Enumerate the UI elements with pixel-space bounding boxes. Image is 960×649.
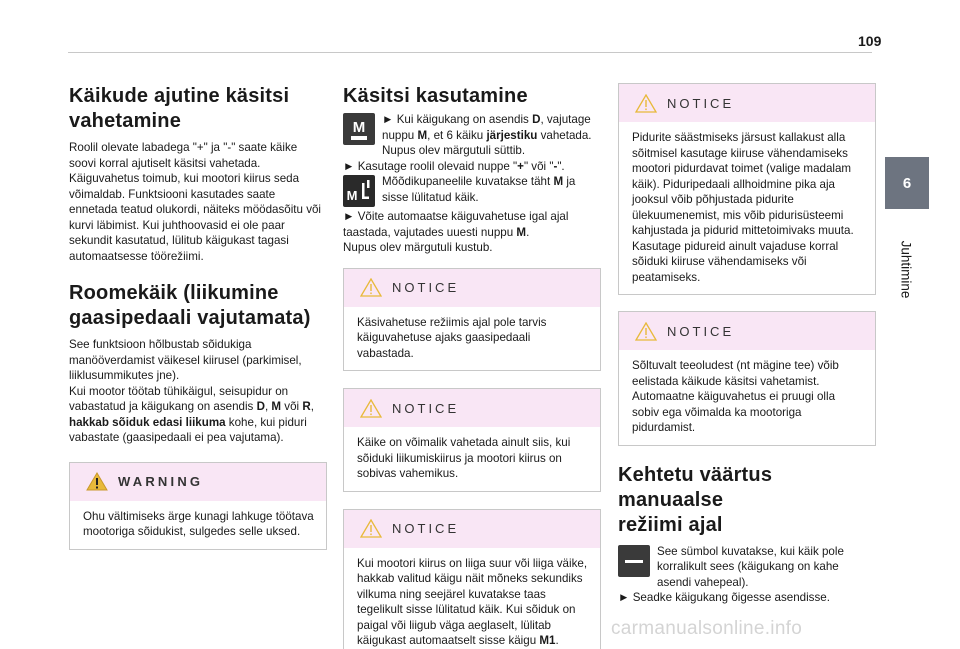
chapter-label: Juhtimine (898, 240, 914, 298)
warning-box (69, 462, 327, 550)
notice-triangle-icon (635, 322, 657, 341)
manual-step-1: M ► Kui käigukang on asendis D, vajutage nuppu M, et 6 käiku järjestiku vahetada. Nupus olev märgutuli süttib. (343, 112, 599, 159)
notice-text: Kui mootori kiirus on liiga suur või liiga väike, hakkab valitud käigu näit mõneks sekundiks vilkuma ning seejärel kuvatakse taas tegelikult sisse lülitatud käik. Kui sõiduk on paigal või liigub väga aeglaselt, lülitab käigukast automaatselt sisse käigu M1. (357, 556, 588, 647)
notice-text: Sõltuvalt teeoludest (nt mägine tee) võib eelistada käikude käsitsi vahetamist. Automaatne käiguvahetus ei pruugi olla sobiv ega võimalda ka mootoriga pidurdamist. (632, 359, 839, 434)
chapter-tab[interactable]: 6 (885, 157, 929, 209)
page-number: 109 (858, 33, 882, 49)
notice-box-4 (618, 83, 876, 295)
heading-manual-use: Käsitsi kasutamine (343, 85, 528, 107)
notice-header (619, 312, 875, 350)
warning-header (70, 463, 326, 501)
manual-step-3: M Mõõdikupaneelile kuvatakse täht M ja sisse lülitatud käik. (343, 174, 599, 209)
invalid-value-action: ► Seadke käigukang õigesse asendisse. (618, 591, 830, 604)
notice-header (344, 510, 600, 548)
notice-title: NOTICE (392, 521, 460, 536)
svg-text:M: M (352, 119, 366, 136)
heading-invalid-value: Kehtetu väärtus manuaalse režiimi ajal (618, 463, 773, 536)
notice-triangle-icon (635, 94, 657, 113)
notice-box-1 (343, 268, 601, 372)
warning-triangle-icon (86, 472, 108, 491)
notice-box-5 (618, 311, 876, 446)
notice-triangle-icon (360, 399, 382, 418)
notice-text: Käike on võimalik vahetada ainult siis, kui sõiduki liikumiskiirus ja mootori kiirus on sobivas vahemikus. (357, 436, 571, 480)
notice-box-2 (343, 388, 601, 492)
warning-text: Ohu vältimiseks ärge kunagi lahkuge töötava mootoriga sõidukist, sulgedes selle uksed. (83, 509, 314, 538)
notice-triangle-icon (360, 278, 382, 297)
notice-title: NOTICE (667, 323, 735, 339)
manual-step-2: ► Kasutage roolil olevaid nuppe "+" või "-". (343, 159, 565, 173)
notice-header (344, 389, 600, 427)
paragraph-creep-detail: Kui mootor töötab tühikäigul, seisupidur on vabastatud ja käigukang on asendis D, M või R, hakkab sõiduk edasi liikuma kohe, kui piduri vabastate (gaasipedaali ei pea vajutama). (69, 384, 314, 444)
notice-header (344, 269, 600, 307)
notice-text: Pidurite säästmiseks järsust kallakust alla sõitmisel kasutage kiiruse vähendamiseks mootori pidurdavat toimet (valige madalam käik). Piduripedaali allhoidmine pika aja jooksul võib põhjustada pidurite ülekuumenemist, mis võib pidurisüsteemi kahjustada ja pidurid mittetoimivaks muuta. Kasutage pidureid ainult vajaduse korral sõiduki kiiruse vähendamiseks või peatamiseks. (632, 131, 854, 284)
manual-step-4: ► Võite automaatse käiguvahetuse igal ajal taastada, vajutades uuesti nuppu M. Nupus olev märgutuli kustub. (343, 210, 569, 254)
heading-creep: Roomekäik (liikumine gaasipedaali vajutamata) (69, 282, 311, 329)
notice-text: Käsivahetuse režiimis ajal pole tarvis käiguvahetuse ajaks gaasipedaali vabastada. (357, 315, 547, 360)
paragraph-creep-intro: See funktsioon hõlbustab sõidukiga manööverdamist väikesel kiirusel (parkimisel, liiklusummikutes jne). (69, 338, 302, 382)
column-3 (618, 83, 874, 606)
svg-text:M: M (346, 188, 358, 203)
gear-display-icon (343, 175, 375, 207)
notice-triangle-icon (360, 519, 382, 538)
column-1 (69, 80, 325, 550)
invalid-gear-icon (618, 545, 650, 577)
heading-temporary-manual: Käikude ajutine käsitsi vahetamine (69, 85, 290, 132)
column-2 (343, 80, 599, 649)
warning-title: WARNING (118, 474, 204, 489)
notice-title: NOTICE (667, 95, 735, 111)
top-rule (68, 52, 872, 53)
paragraph-temporary-manual: Roolil olevate labadega "+" ja "-" saate käike soovi korral ajutiselt käsitsi vahetada. Käiguvahetus toimub, kui mootori kiirus seda võimaldab. Funktsiooni kasutades saate ennetada teatud olukordi, näiteks möödasõitu või kurvi läbimist. Kui juhthoovasid ei ole paar sekundit kasutatud, lülitub käigukast tagasi automaatsesse töörežiimi. (69, 141, 322, 263)
notice-title: NOTICE (392, 400, 460, 416)
notice-title: NOTICE (392, 280, 460, 295)
notice-header (619, 84, 875, 122)
notice-box-3 (343, 509, 601, 649)
watermark: carmanualsonline.info (611, 618, 803, 639)
manual-mode-button-icon (343, 113, 375, 145)
invalid-value-paragraph: See sümbol kuvatakse, kui käik pole korralikult sees (käigukang on kahe asendi vahepeal). (618, 544, 874, 591)
